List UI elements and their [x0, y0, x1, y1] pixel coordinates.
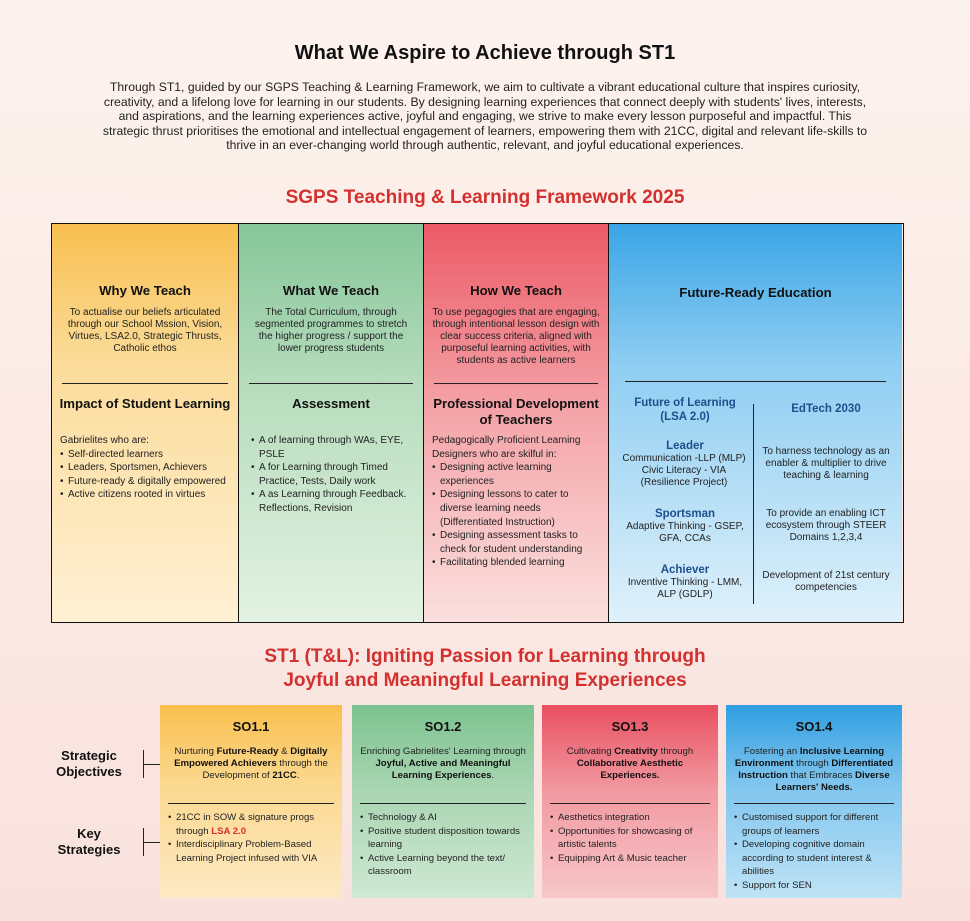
divider [249, 383, 413, 384]
st1-title [0, 645, 970, 693]
list-item: • Facilitating blended learning [432, 556, 602, 570]
list-item: • Designing lessons to cater to diverse learning needs (Differentiated Instruction) [432, 488, 602, 529]
how-text: To use pegagogies that are engaging, through intentional lesson design with clear success criteria, aligned with purposeful learning activities, with students as active learners [432, 307, 600, 366]
achiever-heading: Achiever [660, 564, 710, 576]
why-heading: Why We Teach [99, 283, 191, 298]
list-item: • A for Learning through Timed Practice, Tests, Daily work [251, 461, 417, 488]
so2-card [352, 705, 534, 898]
what-heading: What We Teach [282, 283, 380, 298]
framework-table [51, 223, 904, 623]
so3-description: Cultivating Creativity through Collaborative Aesthetic Experiences. [566, 746, 694, 781]
future-heading: Future-Ready Education [679, 285, 832, 300]
list-item: • Leaders, Sportsmen, Achievers [60, 461, 232, 475]
how-column [424, 224, 609, 622]
what-column [239, 224, 424, 622]
list-item: • A of learning through WAs, EYE, PSLE [251, 434, 417, 461]
divider [360, 803, 526, 804]
strategic-objectives-label: Strategic Objectives [56, 748, 122, 779]
page-title: What We Aspire to Achieve through ST1 [294, 42, 676, 64]
pd-heading: Professional Development of Teachers [433, 396, 599, 427]
list-item: • Active citizens rooted in virtues [60, 488, 232, 502]
list-item: • Developing cognitive domain according to student interest & abilities [734, 838, 896, 879]
list-item: • Future-ready & digitally empowered [60, 475, 232, 489]
st1-title-line2: Joyful and Meaningful Learning Experiences [283, 670, 687, 691]
impact-heading: Impact of Student Learning [59, 396, 231, 411]
sportsman-heading: Sportsman [654, 508, 716, 520]
list-item: • A as Learning through Feedback. Reflections, Revision [251, 488, 417, 515]
how-heading: How We Teach [470, 283, 562, 298]
edtech-text-2: To provide an enabling ICT ecosystem through STEER Domains 1,2,3,4 [765, 508, 887, 543]
list-item: • Designing active learning experiences [432, 461, 602, 488]
impact-intro: Gabrielites who are: [60, 435, 149, 446]
so2-description: Enriching Gabrielites' Learning through Joyful, Active and Meaningful Learning Experiences. [360, 746, 526, 781]
list-item: • Positive student disposition towards learning [360, 825, 528, 852]
edtech-text-3: Development of 21st century competencies [762, 570, 890, 593]
so4-card [726, 705, 902, 898]
future-column [609, 224, 902, 622]
so2-strategies [360, 811, 528, 879]
so3-card [542, 705, 718, 898]
divider [168, 803, 334, 804]
list-item: • Equipping Art & Music teacher [550, 852, 712, 866]
so2-title: SO1.2 [424, 719, 462, 734]
divider [62, 383, 228, 384]
so1-description: Nurturing Future-Ready & Digitally Empowered Achievers through the Development of 21CC. [174, 746, 328, 781]
list-item: • Designing assessment tasks to check for student understanding [432, 529, 602, 556]
assessment-list [251, 434, 417, 516]
divider-vertical [753, 404, 754, 604]
key-strategies-label: Key Strategies [57, 826, 121, 857]
why-column [52, 224, 239, 622]
bracket-tick [143, 764, 161, 765]
divider [625, 381, 886, 382]
edtech-heading: EdTech 2030 [791, 403, 861, 415]
so3-strategies [550, 811, 712, 865]
so4-strategies [734, 811, 896, 893]
edtech-text-1: To harness technology as an enabler & multiplier to drive teaching & learning [762, 446, 890, 481]
achiever-text: Inventive Thinking - LMM, ALP (GDLP) [627, 577, 743, 600]
st1-title-line1: ST1 (T&L): Igniting Passion for Learning through [264, 646, 706, 667]
pd-intro: Pedagogically Proficient Learning Designers who are skilful in: [432, 435, 581, 460]
pd-list [432, 434, 602, 570]
why-text: To actualise our beliefs articulated through our School Mssion, Vision, Virtues, LSA2.0, Strategic Thrusts, Catholic ethos [67, 307, 223, 354]
list-item: • Aesthetics integration [550, 811, 712, 825]
lsa-heading: Future of Learning (LSA 2.0) [634, 397, 736, 423]
so3-title: SO1.3 [611, 719, 649, 734]
bracket-tick [143, 842, 161, 843]
intro-paragraph: Through ST1, guided by our SGPS Teaching & Learning Framework, we aim to cultivate a vibrant educational culture that inspires curiosity, creativity, and a lifelong love for learning in our students. By designing learning experiences that connect deeply with students' lives, interests, and aspirations, and the learning experiences active, joyful and engaging, we strive to make every lesson purposeful and impactful. This strategic thrust prioritises the emotional and intellectual engagement of learners, empowering them with 21CC, digital and relevant life-skills to thrive in an ever-changing world through authentic, relevant, and joyful educational experiences. [102, 80, 868, 153]
leader-text: Communication -LLP (MLP) Civic Literacy - VIA (Resilience Project) [622, 453, 746, 488]
list-item: • 21CC in SOW & signature progs through LSA 2.0 [168, 811, 336, 838]
so4-title: SO1.4 [795, 719, 833, 734]
list-item: • Interdisciplinary Problem-Based Learning Project infused with VIA [168, 838, 336, 865]
divider [550, 803, 710, 804]
leader-heading: Leader [666, 440, 704, 452]
impact-list [60, 434, 232, 502]
sportsman-text: Adaptive Thinking - GSEP, GFA, CCAs [626, 521, 744, 544]
list-item: • Technology & AI [360, 811, 528, 825]
list-item: • Support for SEN [734, 879, 896, 893]
assessment-heading: Assessment [292, 396, 370, 411]
list-item: • Self-directed learners [60, 448, 232, 462]
divider [434, 383, 598, 384]
list-item: • Customised support for different groups of learners [734, 811, 896, 838]
framework-title: SGPS Teaching & Learning Framework 2025 [285, 187, 685, 208]
so4-description: Fostering an Inclusive Learning Environment through Differentiated Instruction that Embraces Diverse Learners' Needs. [734, 746, 894, 793]
so1-title: SO1.1 [232, 719, 270, 734]
divider [734, 803, 894, 804]
what-text: The Total Curriculum, through segmented programmes to stretch the higher progress / support the lower progress students [254, 307, 408, 354]
so1-card [160, 705, 342, 898]
list-item: • Active Learning beyond the text/ classroom [360, 852, 528, 879]
list-item: • Opportunities for showcasing of artistic talents [550, 825, 712, 852]
so1-strategies [168, 811, 336, 865]
